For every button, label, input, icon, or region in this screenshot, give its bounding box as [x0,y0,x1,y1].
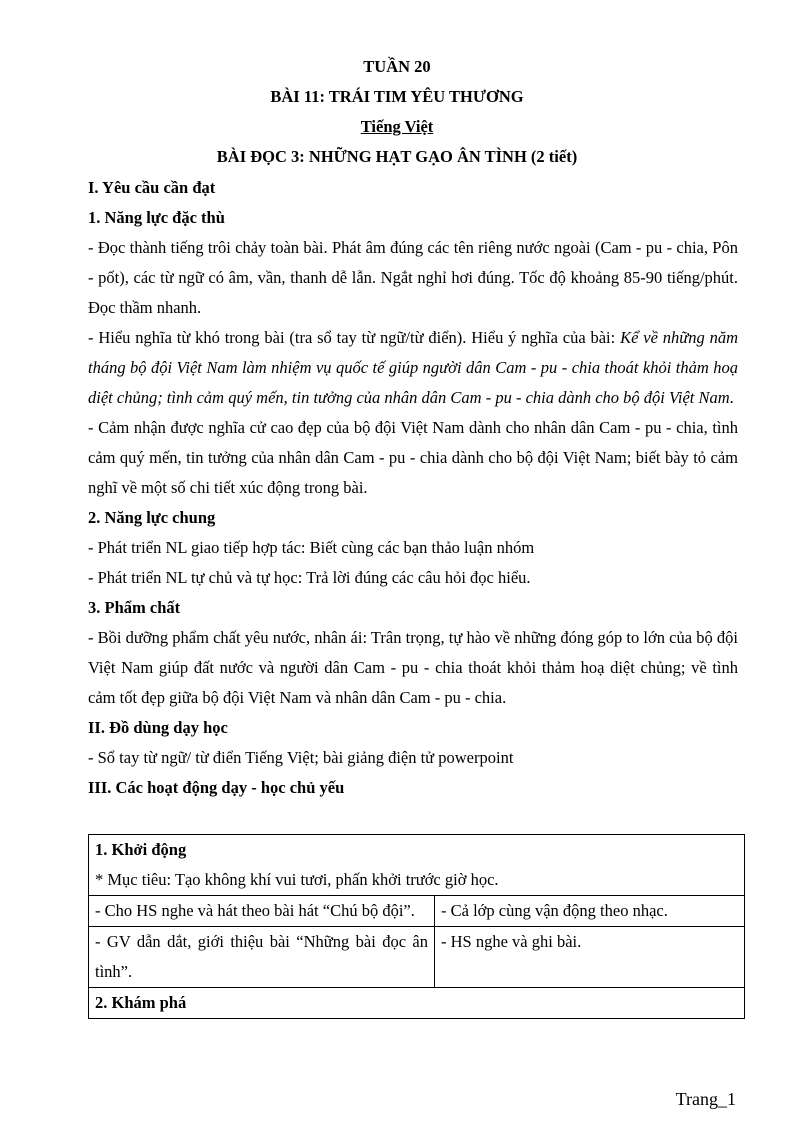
table-row [89,835,745,896]
week-title: TUẦN 20 [363,57,431,76]
lesson-title: BÀI 11: TRÁI TIM YÊU THƯƠNG [270,87,524,106]
subsection-1-heading: 1. Năng lực đặc thù [88,208,225,227]
subject-title: Tiếng Việt [360,117,434,136]
paragraph-communication: - Phát triển NL giao tiếp hợp tác: Biết cùng các bạn thảo luận nhóm [88,538,535,557]
paragraph-meaning-italic: Kể về những năm tháng bộ đội Việt Nam làm nhiệm vụ quốc tế giúp người dân Cam - pu - chia thoát khỏi thảm hoạ diệt chủng; tình cảm quý mến, tin tưởng của nhân dân Cam - pu - chia dành cho bộ đội Việt Nam [88,328,738,407]
paragraph-qualities: - Bồi dưỡng phẩm chất yêu nước, nhân ái: Trân trọng, tự hào về những đóng góp to lớn của bộ đội Việt Nam giúp đất nước và người dân Cam - pu - chia thoát khỏi thảm hoạ diệt chủng; về tình cảm tốt đẹp giữa bộ đội Việt Nam và nhân dân Cam - pu - chia. [88,628,738,707]
activities-table [88,834,745,1019]
section-1-heading: I. Yêu cầu cần đạt [88,178,216,197]
warmup-goal: * Mục tiêu: Tạo không khí vui tươi, phấn khởi trước giờ học. [95,870,499,889]
student-activity-cell: - HS nghe và ghi bài. [435,927,745,988]
paragraph-meaning [88,323,738,413]
paragraph-meaning-lead: - Hiểu nghĩa từ khó trong bài (tra sổ tay từ ngữ/từ điển). Hiểu ý nghĩa của bài: [88,328,621,347]
paragraph-feeling: - Cảm nhận được nghĩa cử cao đẹp của bộ đội Việt Nam dành cho nhân dân Cam - pu - chia, tình cảm quý mến, tin tưởng của nhân dân Cam - pu - chia dành cho bộ đội Việt Nam; biết bày tỏ cảm nghĩ về một số chi tiết xúc động trong bài. [88,418,738,497]
section-2-heading: II. Đồ dùng dạy học [88,718,228,737]
student-activity-cell: - Cả lớp cùng vận động theo nhạc. [435,896,745,927]
table-row [89,927,745,988]
paragraph-self-study: - Phát triển NL tự chủ và tự học: Trả lời đúng các câu hỏi đọc hiểu. [88,568,531,587]
paragraph-reading-skill: - Đọc thành tiếng trôi chảy toàn bài. Phát âm đúng các tên riêng nước ngoài (Cam - pu - chia, Pôn - pốt), các từ ngữ có âm, vần, thanh dễ lẫn. Ngắt nghỉ hơi đúng. Tốc độ khoảng 85-90 tiếng/phút. Đọc thầm nhanh. [88,238,738,317]
section-3-heading: III. Các hoạt động dạy - học chủ yếu [88,778,345,797]
paragraph-materials: - Sổ tay từ ngữ/ từ điển Tiếng Việt; bài giảng điện tử powerpoint [88,748,514,767]
subsection-3-heading: 3. Phẩm chất [88,598,181,617]
paragraph-meaning-end: . [729,388,734,407]
subsection-2-heading: 2. Năng lực chung [88,508,216,527]
reading-title: BÀI ĐỌC 3: NHỮNG HẠT GẠO ÂN TÌNH (2 tiết) [216,147,578,166]
lesson-content [88,173,738,803]
table-row [89,988,745,1019]
teacher-activity-cell: - Cho HS nghe và hát theo bài hát “Chú bộ đội”. [89,896,435,927]
explore-cell: 2. Khám phá [89,988,745,1019]
table-row [89,896,745,927]
teacher-activity-cell: - GV dẫn dắt, giới thiệu bài “Những bài đọc ân tình”. [89,927,435,988]
warmup-title: 1. Khởi động [95,840,187,859]
warmup-cell [89,835,745,896]
page-number: Trang_1 [675,1089,736,1109]
